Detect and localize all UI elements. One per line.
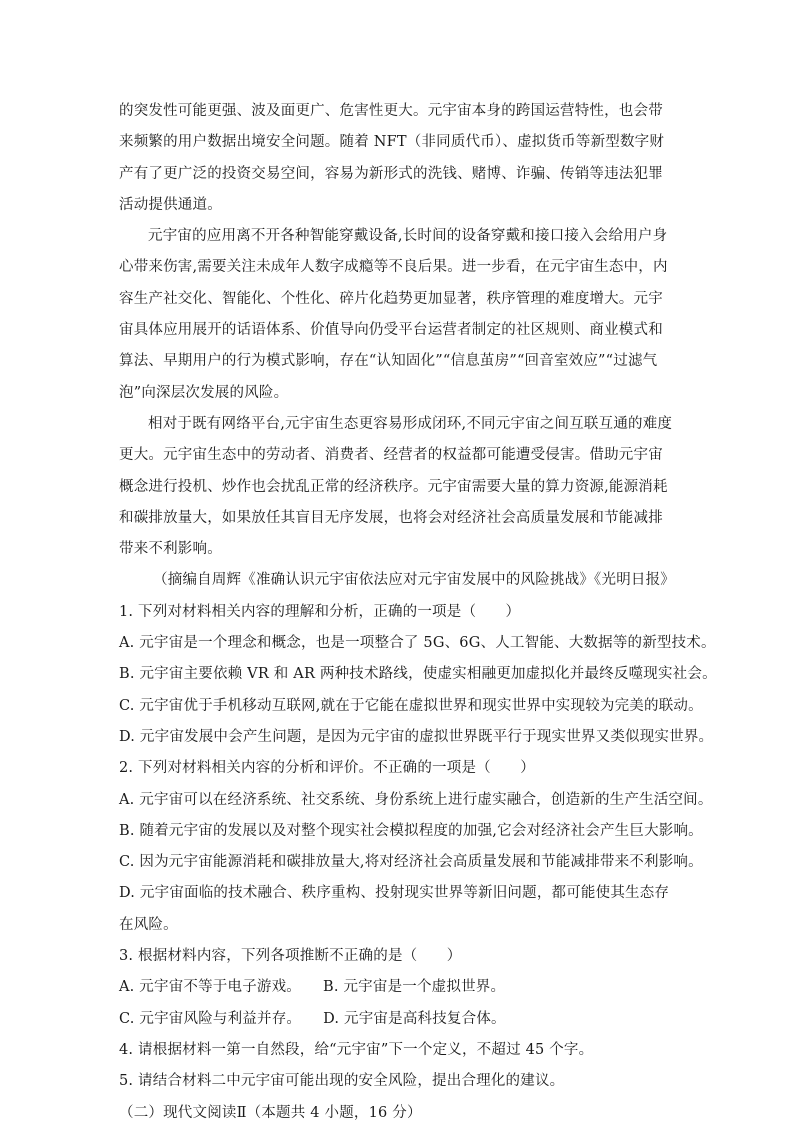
question-1-option-c: C. 元宇宙优于手机移动互联网,就在于它能在虚拟世界和现实世界中实现较为完美的联动。 [119, 697, 703, 714]
question-4: 4. 请根据材料一第一自然段，给“元宇宙”下一个定义，不超过 45 个字。 [119, 1041, 594, 1058]
source-citation: （摘编自周辉《准确认识元宇宙依法应对元宇宙发展中的风险挑战》《光明日报》 [153, 572, 675, 589]
section-heading: （二）现代文阅读Ⅱ（本题共 4 小题，16 分） [119, 1104, 422, 1121]
question-1-option-a: A. 元宇宙是一个理念和概念，也是一项整合了 5G、6G、人工智能、大数据等的新型技术。 [119, 635, 716, 652]
question-2-option-c: C. 因为元宇宙能源消耗和碳排放量大,将对经济社会高质量发展和节能减排带来不利影响。 [119, 854, 703, 871]
question-5: 5. 请结合材料二中元宇宙可能出现的安全风险，提出合理化的建议。 [119, 1073, 565, 1090]
question-3-option-c: C. 元宇宙风险与利益并存。 [119, 1010, 302, 1027]
page-content [119, 96, 717, 1129]
passage-paragraph-2: 元宇宙的应用离不开各种智能穿戴设备,长时间的设备穿戴和接口接入会给用户身心带来伤害,需要关注未成年人数字成瘾等不良后果。进一步看，在元宇宙生态中，内容生产社交化、智能化、个性化、碎片化趋势更加显著，秩序管理的难度增大。元宇宙具体应用展开的话语体系、价值导向仍受平台运营者制定的社区规则、商业模式和算法、早期用户的行为模式影响，存在“认知固化”“信息茧房”“回音室效应”“过滤气泡”向深层次发展的风险。 [119, 228, 668, 401]
question-3-option-b: B. 元宇宙是一个虚拟世界。 [323, 979, 506, 996]
question-3-stem: 3. 根据材料内容，下列各项推断不正确的是（ ） [119, 948, 462, 965]
question-2-option-b: B. 随着元宇宙的发展以及对整个现实社会模拟程度的加强,它会对经济社会产生巨大影响。 [119, 822, 703, 839]
question-1-option-b: B. 元宇宙主要依赖 VR 和 AR 两种技术路线，使虚实相融更加虚拟化并最终反噬现实社会。 [119, 666, 717, 683]
passage-paragraph-1: 的突发性可能更强、波及面更广、危害性更大。元宇宙本身的跨国运营特性，也会带来频繁的用户数据出境安全问题。随着 NFT（非同质代币）、虚拟货币等新型数字财产有了更广泛的投资交易空间，容易为新形式的洗钱、赌博、诈骗、传销等违法犯罪活动提供通道。 [119, 103, 665, 213]
question-2-stem: 2. 下列对材料相关内容的分析和评价。不正确的一项是（ ） [119, 760, 535, 777]
question-2-option-a: A. 元宇宙可以在经济系统、社交系统、身份系统上进行虚实融合，创造新的生产生活空间。 [119, 791, 713, 808]
question-1-option-d: D. 元宇宙发展中会产生问题，是因为元宇宙的虚拟世界既平行于现实世界又类似现实世界。 [119, 728, 714, 745]
question-3-option-a: A. 元宇宙不等于电子游戏。 [119, 979, 301, 996]
passage-paragraph-3: 相对于既有网络平台,元宇宙生态更容易形成闭环,不同元宇宙之间互联互通的难度更大。元宇宙生态中的劳动者、消费者、经营者的权益都可能遭受侵害。借助元宇宙概念进行投机、炒作也会扰乱正常的经济秩序。元宇宙需要大量的算力资源,能源消耗和碳排放量大，如果放任其盲目无序发展，也将会对经济社会高质量发展和节能减排带来不利影响。 [119, 415, 673, 558]
question-1-stem: 1. 下列对材料相关内容的理解和分析，正确的一项是（ ） [119, 603, 521, 620]
question-3-options-row-2 [119, 1004, 675, 1035]
question-3-option-d: D. 元宇宙是高科技复合体。 [323, 1010, 506, 1027]
question-3-options-row-1 [119, 972, 675, 1003]
question-2-option-d: D. 元宇宙面临的技术融合、秩序重构、投射现实世界等新旧问题，都可能使其生态存在风险。 [119, 885, 670, 933]
